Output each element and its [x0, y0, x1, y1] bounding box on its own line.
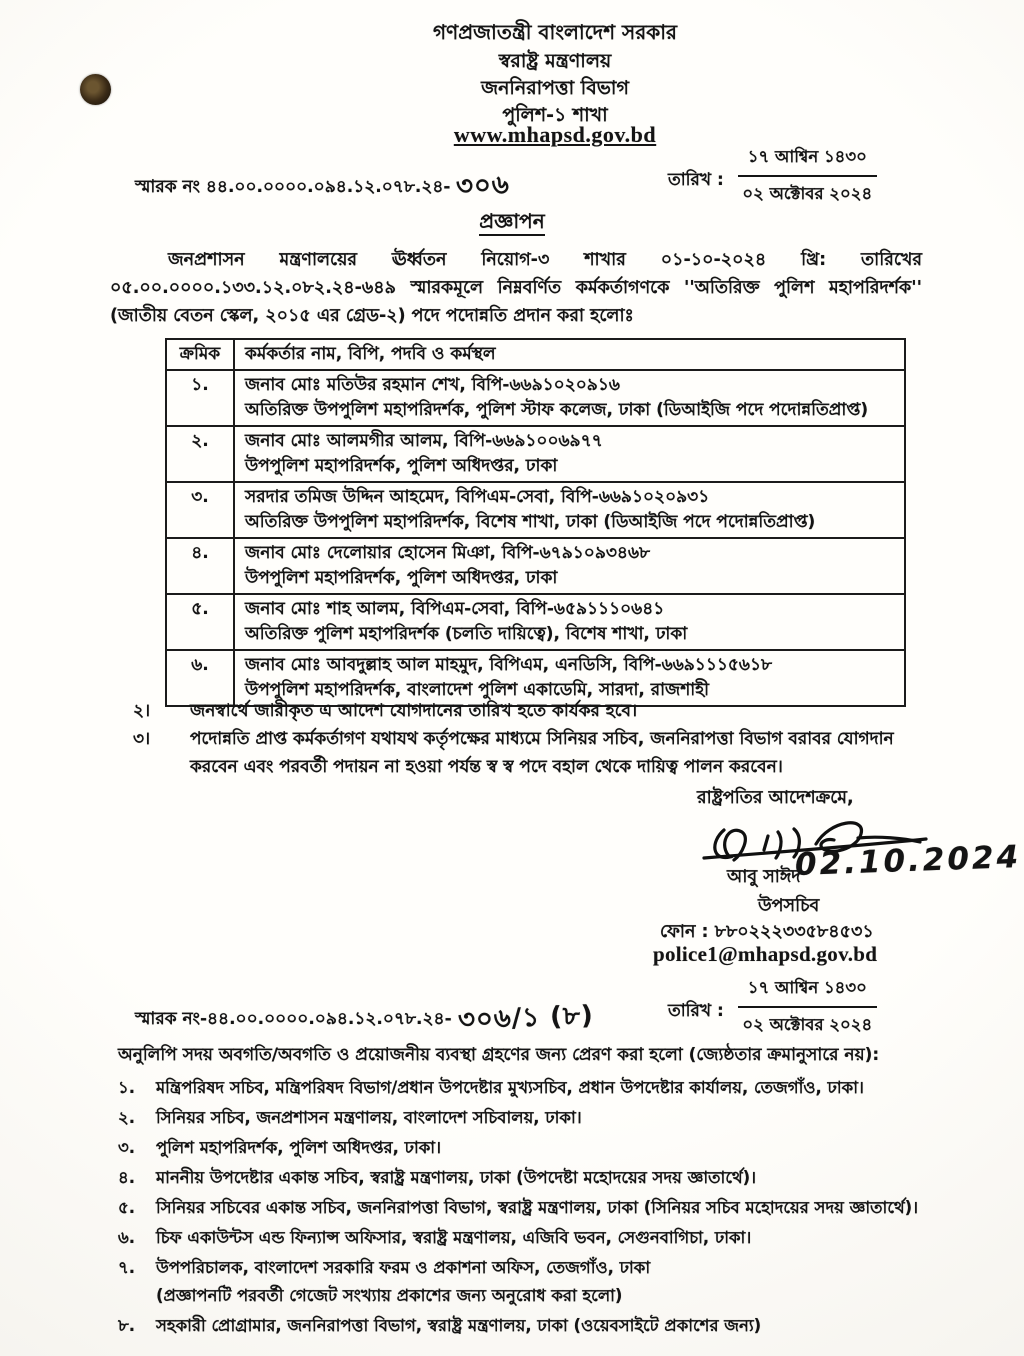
row-serial: ৩.: [166, 482, 234, 538]
distribution-intro: অনুলিপি সদয় অবগতি/অবগতি ও প্রয়োজনীয় ব্যবস্থা গ্রহণের জন্য প্রেরণ করা হলো (জ্যেষ্ঠতার ক্রমানুসারে নয়):: [118, 1045, 880, 1065]
item-text: মাননীয় উপদেষ্টার একান্ত সচিব, স্বরাষ্ট্র মন্ত্রণালয়, ঢাকা (উপদেষ্টা মহোদয়ের সদয় জ্ঞাতার্থে)।: [156, 1168, 757, 1187]
signatory-designation: উপসচিব: [758, 896, 820, 916]
table-row: [166, 594, 905, 650]
memo-number-1: [135, 163, 510, 207]
officers-table: [165, 338, 906, 707]
date-block-2: [668, 975, 877, 1039]
distribution-list: [118, 1042, 928, 1344]
officer-name-line: সরদার তমিজ উদ্দিন আহমেদ, বিপিএম-সেবা, বিপি-৬৬৯১০২০৯৩১: [245, 487, 710, 507]
notice-title: প্রজ্ঞাপন: [0, 207, 1024, 240]
col-header-detail: কর্মকর্তার নাম, বিপি, পদবি ও কর্মস্থল: [234, 339, 905, 370]
item-number: ৩.: [118, 1138, 135, 1157]
distribution-item: [118, 1076, 928, 1100]
officer-post-line: অতিরিক্ত উপপুলিশ মহাপরিদর্শক, পুলিশ স্টাফ কলেজ, ঢাকা (ডিআইজি পদে পদোন্নতিপ্রাপ্ত): [245, 400, 869, 420]
intro-paragraph: জনপ্রশাসন মন্ত্রণালয়ের ঊর্ধ্বতন নিয়োগ-৩ শাখার ০১-১০-২০২৪ খ্রি: তারিখের ০৫.০০.০০০০.১৩৩.১২.০৮২.২৪-৬৪৯ স্মারকমূলে নিম্নবর্ণিত কর্মকর্তাগণকে ''অতিরিক্ত পুলিশ মহাপরিদর্শক'' (জাতীয় বেতন স্কেল, ২০১৫ এর গ্রেড-২) পদে পদোন্নতি প্রদান করা হলোঃ: [110, 250, 922, 326]
ministry-line: স্বরাষ্ট্র মন্ত্রণালয়: [498, 50, 612, 72]
table-row: [166, 370, 905, 426]
date-gregorian-2: ০২ অক্টোবর ২০২৪: [742, 1015, 873, 1034]
item-text: চিফ একাউন্টস এন্ড ফিন্যান্স অফিসার, স্বরাষ্ট্র মন্ত্রণালয়, এজিবি ভবন, সেগুনবাগিচা, ঢাকা।: [156, 1228, 752, 1247]
row-detail: [234, 538, 905, 594]
officer-post-line: উপপুলিশ মহাপরিদর্শক, পুলিশ অধিদপ্তর, ঢাকা: [245, 456, 558, 476]
officer-name-line: জনাব মোঃ দেলোয়ার হোসেন মিঞা, বিপি-৬৭৯১০৯৩৪৬৮: [245, 543, 651, 563]
item-number: ৭.: [118, 1258, 135, 1277]
officer-name-line: জনাব মোঃ আবদুল্লাহ আল মাহমুদ, বিপিএম, এনডিসি, বিপি-৬৬৯১১১৫৬১৮: [245, 655, 773, 675]
division-line: জননিরাপত্তা বিভাগ: [481, 77, 629, 99]
email-address: police1@mhapsd.gov.bd: [653, 942, 878, 966]
item-text: মন্ত্রিপরিষদ সচিব, মন্ত্রিপরিষদ বিভাগ/প্রধান উপদেষ্টার মুখ্যসচিব, প্রধান উপদেষ্টার কার্যালয়, তেজগাঁও, ঢাকা।: [156, 1078, 864, 1097]
gov-name-line: গণপ্রজাতন্ত্রী বাংলাদেশ সরকার: [433, 20, 677, 44]
item-number: ৮.: [118, 1316, 135, 1335]
by-order-of-president: রাষ্ট্রপতির আদেশক্রমে,: [697, 788, 854, 808]
table-row: [166, 426, 905, 482]
memo-number-1-handwritten: ৩০৬: [455, 170, 511, 202]
distribution-item: [118, 1136, 928, 1160]
memo-number-2-label: স্মারক নং-৪৪.০০.০০০০.০৯৪.১২.০৭৮.২৪-: [135, 1009, 452, 1029]
item-text: পুলিশ মহাপরিদর্শক, পুলিশ অধিদপ্তর, ঢাকা।: [156, 1138, 441, 1157]
row-detail: [234, 482, 905, 538]
memo-number-1-label: স্মারক নং ৪৪.০০.০০০০.০৯৪.১২.০৭৮.২৪-: [135, 177, 451, 197]
table-row: [166, 538, 905, 594]
handwritten-signature-date: 02.10.2024: [794, 839, 1022, 883]
item-number: ১.: [118, 1078, 135, 1097]
date-block-1: [668, 144, 877, 208]
distribution-item: [118, 1196, 928, 1220]
clause-3: [133, 725, 923, 781]
date-label-1: তারিখ :: [668, 170, 724, 190]
item-number: ৬.: [118, 1228, 135, 1247]
item-text: সিনিয়র সচিবের একান্ত সচিব, জননিরাপত্তা বিভাগ, স্বরাষ্ট্র মন্ত্রণালয়, ঢাকা (সিনিয়র সচিব মহোদয়ের সদয় জ্ঞাতার্থে)।: [156, 1198, 919, 1217]
officer-name-line: জনাব মোঃ আলমগীর আলম, বিপি-৬৬৯১০০৬৯৭৭: [245, 431, 603, 451]
clause-2-number: ২।: [133, 701, 151, 721]
date-gregorian-1: ০২ অক্টোবর ২০২৪: [742, 184, 873, 203]
date-label-2: তারিখ :: [668, 1001, 724, 1021]
website-url: www.mhapsd.gov.bd: [453, 122, 657, 147]
clause-2: [133, 697, 923, 725]
item-number: ২.: [118, 1108, 135, 1127]
officer-post-line: উপপুলিশ মহাপরিদর্শক, বাংলাদেশ পুলিশ একাডেমি, সারদা, রাজশাহী: [245, 680, 710, 700]
row-serial: ৬.: [166, 650, 234, 706]
row-serial: ৪.: [166, 538, 234, 594]
distribution-item-7-note: (প্রজ্ঞাপনটি পরবর্তী গেজেট সংখ্যায় প্রকাশের জন্য অনুরোধ করা হলো): [156, 1286, 623, 1305]
distribution-item: [118, 1166, 928, 1190]
date-bangla-2: ১৭ আশ্বিন ১৪৩০: [738, 975, 877, 1008]
date-bangla-1: ১৭ আশ্বিন ১৪৩০: [738, 144, 877, 177]
item-number: ৫.: [118, 1198, 135, 1217]
row-serial: ২.: [166, 426, 234, 482]
memo-number-2-handwritten: ৩০৬/১ (৮): [457, 1000, 594, 1036]
table-row: [166, 482, 905, 538]
row-detail: [234, 426, 905, 482]
row-detail: [234, 370, 905, 426]
distribution-item: [118, 1314, 928, 1338]
clause-3-text: পদোন্নতি প্রাপ্ত কর্মকর্তাগণ যথাযথ কর্তৃপক্ষের মাধ্যমে সিনিয়র সচিব, জননিরাপত্তা বিভাগ বরাবর যোগদান করবেন এবং পরবর্তী পদায়ন না হওয়া পর্যন্ত স্ব স্ব পদে বহাল থেকে দায়িত্ব পালন করবেন।: [190, 729, 894, 777]
date-stack-2: [738, 975, 877, 1039]
distribution-item: [118, 1106, 928, 1130]
officer-post-line: অতিরিক্ত উপপুলিশ মহাপরিদর্শক, বিশেষ শাখা, ঢাকা (ডিআইজি পদে পদোন্নতিপ্রাপ্ত): [245, 512, 816, 532]
row-serial: ১.: [166, 370, 234, 426]
memo-number-2: [135, 995, 593, 1039]
distribution-item: [118, 1226, 928, 1250]
officer-name-line: জনাব মোঃ মতিউর রহমান শেখ, বিপি-৬৬৯১০২০৯১৬: [245, 375, 620, 395]
clause-3-number: ৩।: [133, 729, 151, 749]
signatory-name: আবু সাঈদ: [727, 867, 801, 887]
table-header-row: [166, 339, 905, 370]
row-serial: ৫.: [166, 594, 234, 650]
item-number: ৪.: [118, 1168, 135, 1187]
clause-2-text: জনস্বার্থে জারীকৃত এ আদেশ যোগদানের তারিখ হতে কার্যকর হবে।: [190, 701, 638, 721]
date-stack-1: [738, 144, 877, 208]
distribution-item: [118, 1256, 928, 1280]
officer-name-line: জনাব মোঃ শাহ আলম, বিপিএম-সেবা, বিপি-৬৫৯১১১০৬৪১: [245, 599, 665, 619]
row-detail: [234, 594, 905, 650]
col-header-serial: ক্রমিক: [166, 339, 234, 370]
item-text: সহকারী প্রোগ্রামার, জননিরাপত্তা বিভাগ, স্বরাষ্ট্র মন্ত্রণালয়, ঢাকা (ওয়েবসাইটে প্রকাশের জন্য): [156, 1316, 762, 1335]
phone-number: ফোন : ৮৮০২২২৩৩৫৮৪৫৩১: [660, 922, 874, 942]
item-text: সিনিয়র সচিব, জনপ্রশাসন মন্ত্রণালয়, বাংলাদেশ সচিবালয়, ঢাকা।: [156, 1108, 582, 1127]
officer-post-line: অতিরিক্ত পুলিশ মহাপরিদর্শক (চলতি দায়িত্বে), বিশেষ শাখা, ঢাকা: [245, 624, 688, 644]
officer-post-line: উপপুলিশ মহাপরিদর্শক, পুলিশ অধিদপ্তর, ঢাকা: [245, 568, 558, 588]
branch-line: পুলিশ-১ শাখা: [502, 104, 608, 126]
item-text: উপপরিচালক, বাংলাদেশ সরকারি ফরম ও প্রকাশনা অফিস, তেজগাঁও, ঢাকা: [156, 1258, 651, 1277]
